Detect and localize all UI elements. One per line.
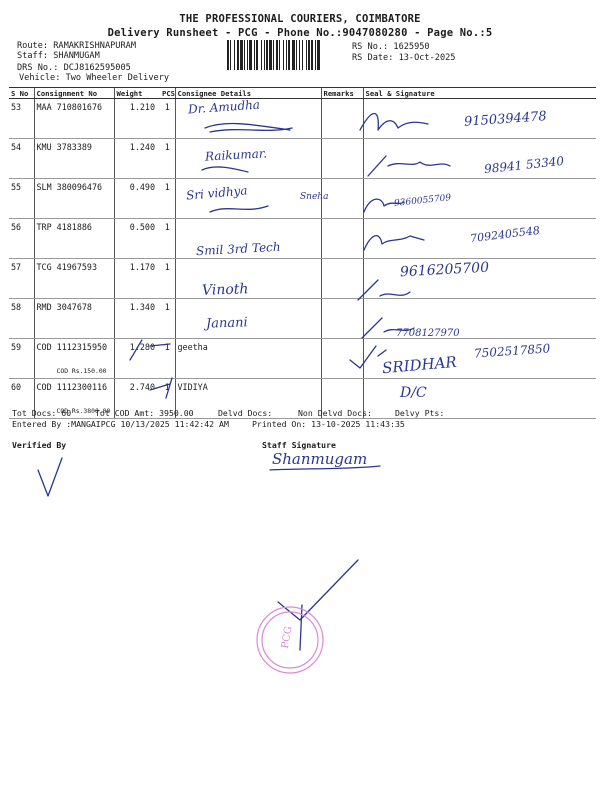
drs-label: DRS No.: DCJ8162595005 xyxy=(17,63,131,73)
weight-cell: 1.210 xyxy=(114,99,160,139)
staff-signature-hand: Shanmugam xyxy=(272,450,368,468)
weight-cell: 2.740 xyxy=(114,379,160,419)
consignment-no: TRP 4181886 xyxy=(36,222,92,232)
delivered-docs: Delvd Docs: xyxy=(218,408,273,418)
printed-on: Printed On: 13-10-2025 11:43:35 xyxy=(252,419,405,429)
sno-cell: 57 xyxy=(9,259,34,299)
handwritten-receiver-name: Raikumar. xyxy=(204,146,268,164)
consignment-cell xyxy=(34,219,114,259)
remarks-cell xyxy=(321,259,363,299)
consignment-no: SLM 380096476 xyxy=(36,182,103,192)
pcs-cell: 1 xyxy=(160,219,175,259)
verified-by-label: Verified By xyxy=(12,440,67,450)
handwritten-phone: 7708127970 xyxy=(396,328,460,339)
handwritten-receiver-name: Janani xyxy=(205,315,248,332)
handwritten-phone: 98941 53340 xyxy=(483,153,565,177)
consignee-cell xyxy=(175,339,321,379)
sno-cell: 60 xyxy=(9,379,34,419)
remarks-cell xyxy=(321,219,363,259)
col-seal-signature: Seal & Signature xyxy=(363,88,596,99)
weight-cell: 1.240 xyxy=(114,139,160,179)
consignment-cell xyxy=(34,259,114,299)
consignment-cell xyxy=(34,299,114,339)
sno-cell: 55 xyxy=(9,179,34,219)
handwritten-phone: 7092405548 xyxy=(469,223,541,246)
weight-cell: 1.280 xyxy=(114,339,160,379)
col-consignee: Consignee Details xyxy=(175,88,321,99)
consignment-no: RMD 3047678 xyxy=(36,302,92,312)
sno-cell: 53 xyxy=(9,99,34,139)
weight-cell: 1.340 xyxy=(114,299,160,339)
consignment-no: KMU 3783389 xyxy=(36,142,92,152)
consignee-name: geetha xyxy=(177,342,208,352)
rs-number: RS No.: 1625950 xyxy=(352,42,430,52)
col-pcs: PCS xyxy=(162,88,175,98)
pcs-cell: 1 xyxy=(160,99,175,139)
handwritten-receiver-name: Vinoth xyxy=(201,281,249,299)
tot-docs: Tot Docs: 60 xyxy=(12,408,72,418)
sno-cell: 54 xyxy=(9,139,34,179)
pcs-cell: 1 xyxy=(160,139,175,179)
weight-cell: 0.490 xyxy=(114,179,160,219)
remarks-cell xyxy=(321,339,363,379)
consignment-no: COD 1112315950 xyxy=(36,342,108,352)
col-weight: Weight xyxy=(114,88,160,99)
pcs-cell: 1 xyxy=(160,259,175,299)
handwritten-phone: 7502517850 xyxy=(473,341,551,361)
handwritten-receiver-name: SRIDHAR xyxy=(381,352,458,378)
handwritten-receiver-name: D/C xyxy=(400,385,427,401)
cod-amount: COD Rs.3800.00 xyxy=(56,407,111,415)
consignment-cell xyxy=(34,139,114,179)
col-remarks: Remarks xyxy=(321,88,363,99)
entered-by: Entered By :MANGAIPCG 10/13/2025 11:42:42 AM xyxy=(12,419,229,429)
verified-check xyxy=(38,458,62,496)
weight-cell: 1.170 xyxy=(114,259,160,299)
handwritten-receiver-name: Sri vidhya xyxy=(185,183,249,203)
staff-signature-label: Staff Signature xyxy=(262,440,336,450)
table-header-row xyxy=(9,88,596,99)
handwritten-phone: 9150394478 xyxy=(463,109,548,130)
remarks-cell xyxy=(321,99,363,139)
pcs-cell: 1 xyxy=(160,339,175,379)
consignee-name: VIDIYA xyxy=(177,382,208,392)
consignment-cell xyxy=(34,179,114,219)
remarks-cell xyxy=(321,299,363,339)
cod-amount: COD Rs.150.00 xyxy=(56,367,107,375)
handwritten-receiver-name: Smil 3rd Tech xyxy=(195,239,281,259)
sno-cell: 58 xyxy=(9,299,34,339)
runsheet-title: Delivery Runsheet - PCG - Phone No.:9047080280 - Page No.:5 xyxy=(107,27,493,39)
col-sno: S No xyxy=(9,88,34,99)
sno-cell: 56 xyxy=(9,219,34,259)
handwritten-note: Sneha xyxy=(300,192,329,202)
pcs-cell: 1 xyxy=(160,379,175,419)
consignee-cell xyxy=(175,299,321,339)
pcs-cell: 1 xyxy=(160,179,175,219)
stamp-pointer xyxy=(300,605,302,650)
table-row xyxy=(9,259,596,299)
barcode-graphic xyxy=(227,40,347,70)
remarks-cell xyxy=(321,139,363,179)
handwritten-receiver-name: Dr. Amudha xyxy=(187,97,261,117)
consignment-cell xyxy=(34,339,114,379)
col-consignment: Consignment No xyxy=(34,88,114,99)
handwritten-phone: 9616205700 xyxy=(399,259,490,281)
rs-date: RS Date: 13-Oct-2025 xyxy=(352,53,456,63)
pcs-cell: 1 xyxy=(160,299,175,339)
company-title: THE PROFESSIONAL COURIERS, COIMBATORE xyxy=(179,13,421,25)
handwritten-phone: 9360055709 xyxy=(393,193,452,209)
non-delivered-docs: Non Delvd Docs: xyxy=(298,408,372,418)
consignment-no: COD 1112300116 xyxy=(36,382,108,392)
vehicle-label: Vehicle: Two Wheeler Delivery xyxy=(19,73,170,83)
consignment-no: TCG 41967593 xyxy=(36,262,98,272)
staff-label: Staff: SHANMUGAM xyxy=(17,51,100,61)
tot-cod-amount: Tot COD Amt: 3950.00 xyxy=(95,408,194,418)
weight-cell: 0.500 xyxy=(114,219,160,259)
table-row xyxy=(9,299,596,339)
delivery-points: Delvy Pts: xyxy=(395,408,445,418)
route-label: Route: RAMAKRISHNAPURAM xyxy=(17,41,136,51)
stamp-check xyxy=(278,560,358,620)
sno-cell: 59 xyxy=(9,339,34,379)
delivery-table xyxy=(9,87,596,419)
consignment-no: MAA 710801676 xyxy=(36,102,103,112)
consignment-cell xyxy=(34,99,114,139)
stamp-text: PCG xyxy=(279,625,295,650)
